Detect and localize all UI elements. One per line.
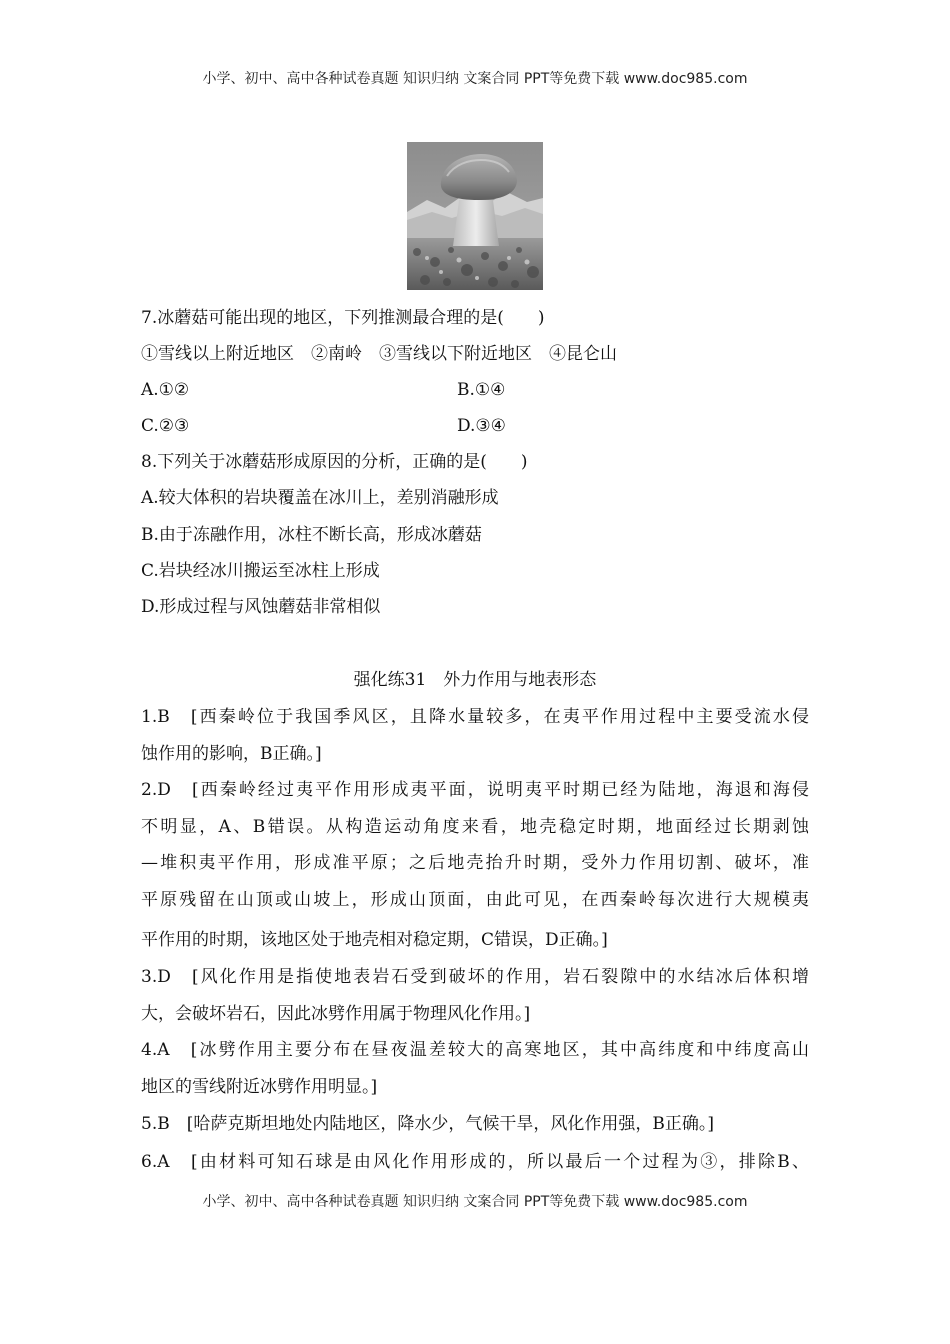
question-8-option-c: C.岩块经冰川搬运至冰柱上形成 (141, 561, 380, 581)
question-8-option-b: B.由于冻融作用，冰柱不断长高，形成冰蘑菇 (141, 525, 482, 545)
question-7-option-c: C.②③ (141, 416, 190, 436)
question-7-option-a: A.①② (141, 380, 190, 400)
question-7-option-d: D.③④ (457, 416, 506, 436)
answers-section-title: 强化练31 外力作用与地表形态 (353, 670, 597, 690)
answer-line: 平原残留在山顶或山坡上，形成山顶面，由此可见，在西秦岭每次进行大规模夷 (141, 890, 809, 910)
question-8-stem: 8.下列关于冰蘑菇形成原因的分析，正确的是( ) (141, 452, 528, 472)
answer-line: 蚀作用的影响，B正确。] (141, 744, 322, 764)
answer-line: 大，会破坏岩石，因此冰劈作用属于物理风化作用。] (141, 1004, 531, 1024)
answer-line: 不明显，A、B错误。从构造运动角度来看，地壳稳定时期，地面经过长期剥蚀 (141, 817, 809, 837)
question-7-stem: 7.冰蘑菇可能出现的地区，下列推测最合理的是( ) (141, 308, 545, 328)
answer-line: 1.B [西秦岭位于我国季风区，且降水量较多，在夷平作用过程中主要受流水侵 (141, 707, 809, 727)
footer-banner: 小学、初中、高中各种试卷真题 知识归纳 文案合同 PPT等免费下载 www.doc985.com (202, 1194, 748, 1210)
question-7-option-b: B.①④ (457, 380, 506, 400)
answer-line: 4.A [冰劈作用主要分布在昼夜温差较大的高寒地区，其中高纬度和中纬度高山 (141, 1040, 809, 1060)
answer-line: 地区的雪线附近冰劈作用明显。] (141, 1077, 378, 1097)
answer-line: 平作用的时期，该地区处于地壳相对稳定期，C错误，D正确。] (141, 930, 608, 950)
header-banner: 小学、初中、高中各种试卷真题 知识归纳 文案合同 PPT等免费下载 www.doc985.com (202, 71, 748, 87)
answer-line: —堆积夷平作用，形成准平原；之后地壳抬升时期，受外力作用切割、破坏，准 (141, 853, 809, 873)
ice-mushroom-photo (407, 142, 543, 290)
answer-line: 3.D [风化作用是指使地表岩石受到破坏的作用，岩石裂隙中的水结冰后体积增 (141, 967, 809, 987)
question-7-items: ①雪线以上附近地区 ②南岭 ③雪线以下附近地区 ④昆仑山 (141, 344, 617, 364)
question-8-option-d: D.形成过程与风蚀蘑菇非常相似 (141, 597, 381, 617)
answer-line: 5.B [哈萨克斯坦地处内陆地区，降水少，气候干旱，风化作用强，B正确。] (141, 1114, 714, 1134)
answer-line: 6.A [由材料可知石球是由风化作用形成的，所以最后一个过程为③，排除B、 (141, 1152, 809, 1172)
answer-line: 2.D [西秦岭经过夷平作用形成夷平面，说明夷平时期已经为陆地，海退和海侵 (141, 780, 809, 800)
question-8-option-a: A.较大体积的岩块覆盖在冰川上，差别消融形成 (141, 488, 499, 508)
